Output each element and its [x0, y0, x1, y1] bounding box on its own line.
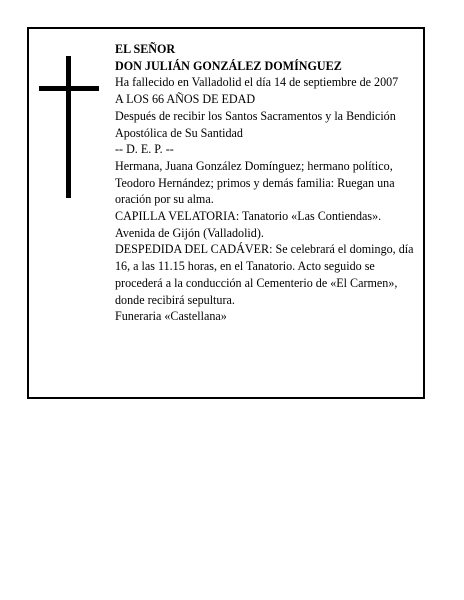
sacraments-statement: Después de recibir los Santos Sacramentos y la Bendición Apostólica de Su Santidad	[115, 108, 396, 140]
deceased-title: EL SEÑOR	[115, 42, 176, 56]
cross-vertical-bar	[66, 56, 71, 198]
death-statement: Ha fallecido en Valladolid el día 14 de septiembre de 2007	[115, 75, 399, 90]
cross-horizontal-bar	[39, 86, 99, 91]
family-statement: Hermana, Juana González Domínguez; hermano político, Teodoro Hernández; primos y demás familia: Ruegan una oración por su alma.	[115, 158, 395, 207]
funeral-home: Funeraria «Castellana»	[115, 309, 227, 324]
rest-in-peace: -- D. E. P. --	[115, 142, 174, 157]
cross-icon	[39, 56, 99, 198]
farewell-statement: DESPEDIDA DEL CADÁVER: Se celebrará el domingo, día 16, a las 11.15 horas, en el Tanatorio. Acto seguido se procederá a la conducción al Cementerio de «El Carmen», donde recibirá sepultura.	[115, 242, 414, 307]
age-statement: A LOS 66 AÑOS DE EDAD	[115, 92, 256, 107]
chapel-statement: CAPILLA VELATORIA: Tanatorio «Las Contiendas». Avenida de Gijón (Valladolid).	[115, 209, 382, 240]
deceased-name: DON JULIÁN GONZÁLEZ DOMÍNGUEZ	[115, 58, 342, 73]
notice-text	[115, 41, 421, 325]
obituary-notice	[27, 27, 425, 399]
